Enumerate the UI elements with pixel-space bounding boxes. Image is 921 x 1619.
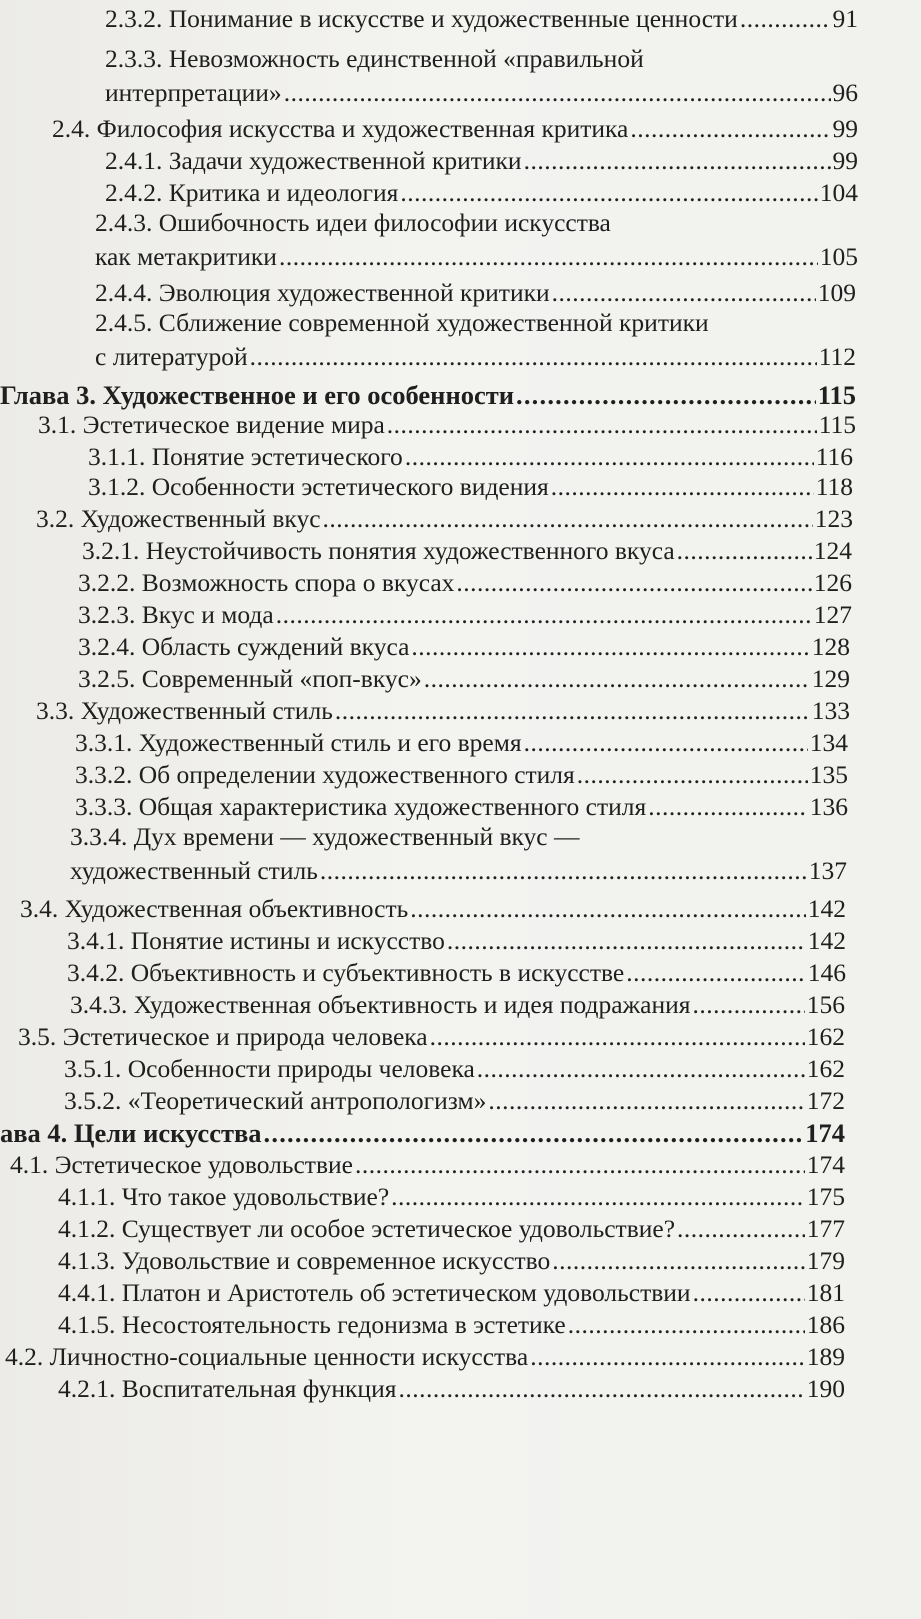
dot-leader	[409, 630, 809, 664]
toc-entry-subsection[interactable]	[75, 758, 848, 792]
toc-entry-section[interactable]	[18, 1020, 845, 1054]
toc-entry-title: 2.4. Философия искусства и художественная критика	[52, 114, 629, 143]
toc-page-number: 127	[813, 600, 852, 629]
toc-entry-title: 4.1. Эстетическое удовольствие	[10, 1150, 353, 1179]
toc-entry-subsection[interactable]	[58, 1308, 845, 1342]
toc-entry-title: 4.1.3. Удовольствие и современное искусство	[58, 1246, 551, 1275]
toc-page-number: 174	[806, 1150, 845, 1179]
toc-entry-subsection[interactable]	[70, 854, 847, 888]
toc-entry-title: 3.1.2. Особенности эстетического видения	[88, 472, 549, 501]
toc-entry-title: 3.3.3. Общая характеристика художественного стиля	[75, 792, 647, 821]
toc-page-number: 181	[806, 1278, 845, 1307]
toc-entry-title: 3.4. Художественная объективность	[20, 894, 409, 923]
dot-leader	[522, 144, 831, 178]
toc-page-number: 116	[815, 442, 853, 471]
toc-page-number: 156	[806, 990, 845, 1019]
toc-entry-subsection[interactable]	[95, 240, 858, 274]
toc-entry-title: 3.4.1. Понятие истины и искусство	[67, 926, 445, 955]
toc-entry-subsection[interactable]	[58, 1276, 845, 1310]
dot-leader	[514, 378, 816, 412]
toc-page-number: 124	[813, 536, 852, 565]
toc-entry-title-line: 3.3.4. Дух времени — художественный вкус —	[70, 822, 580, 851]
toc-entry-chapter[interactable]	[0, 378, 856, 412]
dot-leader	[624, 956, 806, 990]
toc-entry-subsection[interactable]	[78, 598, 852, 632]
toc-page-number: 134	[809, 728, 848, 757]
toc-entry-title: 3.5.1. Особенности природы человека	[64, 1054, 475, 1083]
toc-entry-title: 3.2.2. Возможность спора о вкусах	[78, 568, 455, 597]
toc-page-number: 162	[806, 1054, 845, 1083]
toc-page-number: 99	[832, 114, 858, 143]
toc-entry-subsection[interactable]	[95, 340, 856, 374]
toc-entry-title: 3.5.2. «Теоретический антропологизм»	[64, 1086, 487, 1115]
toc-page-number: 142	[807, 894, 846, 923]
toc-page-number: 96	[832, 78, 858, 107]
toc-entry-title: 4.2.1. Воспитательная функция	[58, 1374, 397, 1403]
toc-entry-subsection[interactable]	[78, 630, 850, 664]
dot-leader	[445, 924, 806, 958]
dot-leader	[646, 790, 808, 824]
dot-leader	[550, 1244, 804, 1278]
dot-leader	[522, 726, 808, 760]
dot-leader	[575, 758, 808, 792]
dot-leader	[549, 470, 814, 504]
dot-leader	[550, 276, 816, 310]
toc-entry-title: 4.2. Личностно-социальные ценности искусства	[5, 1342, 529, 1371]
toc-entry-title: 4.1.2. Существует ли особое эстетическое удовольствие?	[58, 1214, 676, 1243]
toc-entry-subsection[interactable]	[95, 276, 856, 310]
toc-entry-subsection[interactable]	[67, 956, 846, 990]
dot-leader	[333, 694, 810, 728]
toc-page-number: 135	[809, 760, 848, 789]
toc-entry-subsection[interactable]	[58, 1244, 845, 1278]
toc-page-number: 190	[806, 1374, 845, 1403]
dot-leader	[398, 176, 817, 210]
dot-leader	[738, 2, 831, 36]
dot-leader	[274, 598, 812, 632]
toc-page-number: 162	[806, 1022, 845, 1051]
toc-entry-section[interactable]	[52, 112, 858, 146]
toc-entry-title-line: 2.4.5. Сближение современной художественной критики	[95, 308, 709, 337]
dot-leader	[408, 892, 805, 926]
dot-leader	[422, 662, 810, 696]
toc-entry-section[interactable]	[5, 1340, 845, 1374]
toc-page-number: 128	[811, 632, 850, 661]
toc-entry-subsection[interactable]	[105, 144, 858, 178]
dot-leader	[389, 1180, 805, 1214]
toc-page-number: 112	[818, 342, 856, 371]
toc-entry-title: 3.4.3. Художественная объективность и идея подражания	[70, 990, 691, 1019]
toc-entry-title: ава 4. Цели искусства	[0, 1118, 262, 1148]
toc-page-number: 126	[813, 568, 852, 597]
toc-entry-title: как метакритики	[95, 242, 277, 271]
dot-leader	[675, 534, 812, 568]
toc-page-number: 174	[805, 1118, 845, 1148]
toc-entry-title: 4.1.5. Несостоятельность гедонизма в эстетике	[58, 1310, 566, 1339]
dot-leader	[396, 1372, 804, 1406]
toc-entry-title: 3.3.1. Художественный стиль и его время	[75, 728, 522, 757]
toc-page-number: 175	[806, 1182, 845, 1211]
toc-entry-title-line: 2.3.3. Невозможность единственной «правильной	[105, 44, 644, 73]
toc-page-number: 142	[807, 926, 846, 955]
toc-page-number: 104	[819, 178, 858, 207]
toc-page-number: 137	[808, 856, 847, 885]
toc-entry-title: 2.3.2. Понимание в искусстве и художественные ценности	[105, 4, 738, 33]
toc-entry-subsection[interactable]	[78, 662, 850, 696]
toc-entry-title: 4.1.1. Что такое удовольствие?	[58, 1182, 390, 1211]
toc-entry-subsection[interactable]	[70, 988, 845, 1022]
dot-leader	[321, 502, 813, 536]
toc-entry-title: 3.3.2. Об определении художественного стиля	[75, 760, 575, 789]
toc-page-number: 177	[806, 1214, 845, 1243]
toc-entry-title: 2.4.1. Задачи художественной критики	[105, 146, 522, 175]
dot-leader	[277, 240, 818, 274]
toc-page-number: 115	[817, 380, 856, 410]
toc-entry-section[interactable]	[10, 1148, 845, 1182]
toc-entry-subsection[interactable]	[78, 566, 852, 600]
dot-leader	[454, 566, 811, 600]
toc-entry-subsection[interactable]	[82, 534, 852, 568]
toc-entry-title: художественный стиль	[70, 856, 318, 885]
toc-page-number: 91	[832, 4, 858, 33]
toc-entry-title: интерпретации»	[105, 78, 282, 107]
dot-leader	[628, 112, 830, 146]
toc-entry-subsection[interactable]	[105, 2, 858, 36]
toc-page-number: 133	[811, 696, 850, 725]
toc-page-number: 115	[818, 410, 856, 439]
toc-entry-title: 3.1. Эстетическое видение мира	[38, 410, 385, 439]
toc-entry-subsection[interactable]	[58, 1372, 845, 1406]
toc-entry-title: 3.5. Эстетическое и природа человека	[18, 1022, 428, 1051]
dot-leader	[318, 854, 807, 888]
dot-leader	[486, 1084, 804, 1118]
toc-entry-title: с литературой	[95, 342, 248, 371]
toc-page-number: 123	[814, 504, 853, 533]
toc-entry-subsection[interactable]	[64, 1052, 845, 1086]
toc-entry-subsection[interactable]	[88, 470, 853, 504]
toc-entry-title: 3.3. Художественный стиль	[36, 696, 333, 725]
toc-page-number: 99	[832, 146, 858, 175]
toc-entry-title: 2.4.2. Критика и идеология	[105, 178, 399, 207]
toc-entry-section[interactable]	[36, 502, 853, 536]
toc-entry-subsection[interactable]	[58, 1212, 845, 1246]
dot-leader	[566, 1308, 805, 1342]
toc-page-number: 172	[806, 1086, 845, 1115]
toc-entry-subsection[interactable]	[105, 176, 858, 210]
toc-entry-subsection[interactable]	[105, 76, 858, 110]
toc-entry-title: 3.1.1. Понятие эстетического	[88, 442, 403, 471]
toc-entry-chapter[interactable]	[0, 1116, 845, 1150]
toc-entry-subsection[interactable]	[88, 440, 853, 474]
toc-page-number: 136	[809, 792, 848, 821]
toc-entry-subsection[interactable]	[75, 726, 848, 760]
toc-page-number: 146	[807, 958, 846, 987]
dot-leader	[353, 1148, 805, 1182]
toc-entry-section[interactable]	[38, 408, 856, 442]
dot-leader	[691, 1276, 805, 1310]
toc-entry-subsection[interactable]	[67, 924, 846, 958]
dot-leader	[475, 1052, 805, 1086]
toc-entry-subsection[interactable]	[64, 1084, 845, 1118]
toc-entry-title: 3.2.4. Область суждений вкуса	[78, 632, 410, 661]
toc-entry-subsection[interactable]	[75, 790, 848, 824]
dot-leader	[428, 1020, 805, 1054]
toc-page-number: 129	[811, 664, 850, 693]
dot-leader	[248, 340, 817, 374]
toc-page-number: 179	[806, 1246, 845, 1275]
toc-page-number: 109	[817, 278, 856, 307]
toc-entry-subsection[interactable]	[58, 1180, 845, 1214]
toc-page-number: 189	[806, 1342, 845, 1371]
dot-leader	[675, 1212, 805, 1246]
toc-entry-title: 3.2.1. Неустойчивость понятия художественного вкуса	[82, 536, 675, 565]
toc-entry-section[interactable]	[36, 694, 850, 728]
toc-entry-title: 4.4.1. Платон и Аристотель об эстетическом удовольствии	[58, 1278, 691, 1307]
toc-entry-title: 3.2.5. Современный «поп-вкус»	[78, 664, 422, 693]
dot-leader	[262, 1116, 804, 1150]
dot-leader	[385, 408, 817, 442]
dot-leader	[528, 1340, 805, 1374]
toc-entry-title: 2.4.4. Эволюция художественной критики	[95, 278, 550, 307]
toc-page-number: 118	[815, 472, 853, 501]
toc-page-number: 105	[819, 242, 858, 271]
dot-leader	[282, 76, 831, 110]
toc-page-number: 186	[806, 1310, 845, 1339]
toc-entry-title: 3.4.2. Объективность и субъективность в искусстве	[67, 958, 625, 987]
toc-entry-title-line: 2.4.3. Ошибочность идеи философии искусства	[95, 208, 611, 237]
dot-leader	[690, 988, 804, 1022]
toc-entry-title: 3.2. Художественный вкус	[36, 504, 321, 533]
toc-entry-title: 3.2.3. Вкус и мода	[78, 600, 274, 629]
toc-entry-section[interactable]	[20, 892, 846, 926]
dot-leader	[403, 440, 814, 474]
toc-entry-title: Глава 3. Художественное и его особенности	[0, 380, 515, 410]
